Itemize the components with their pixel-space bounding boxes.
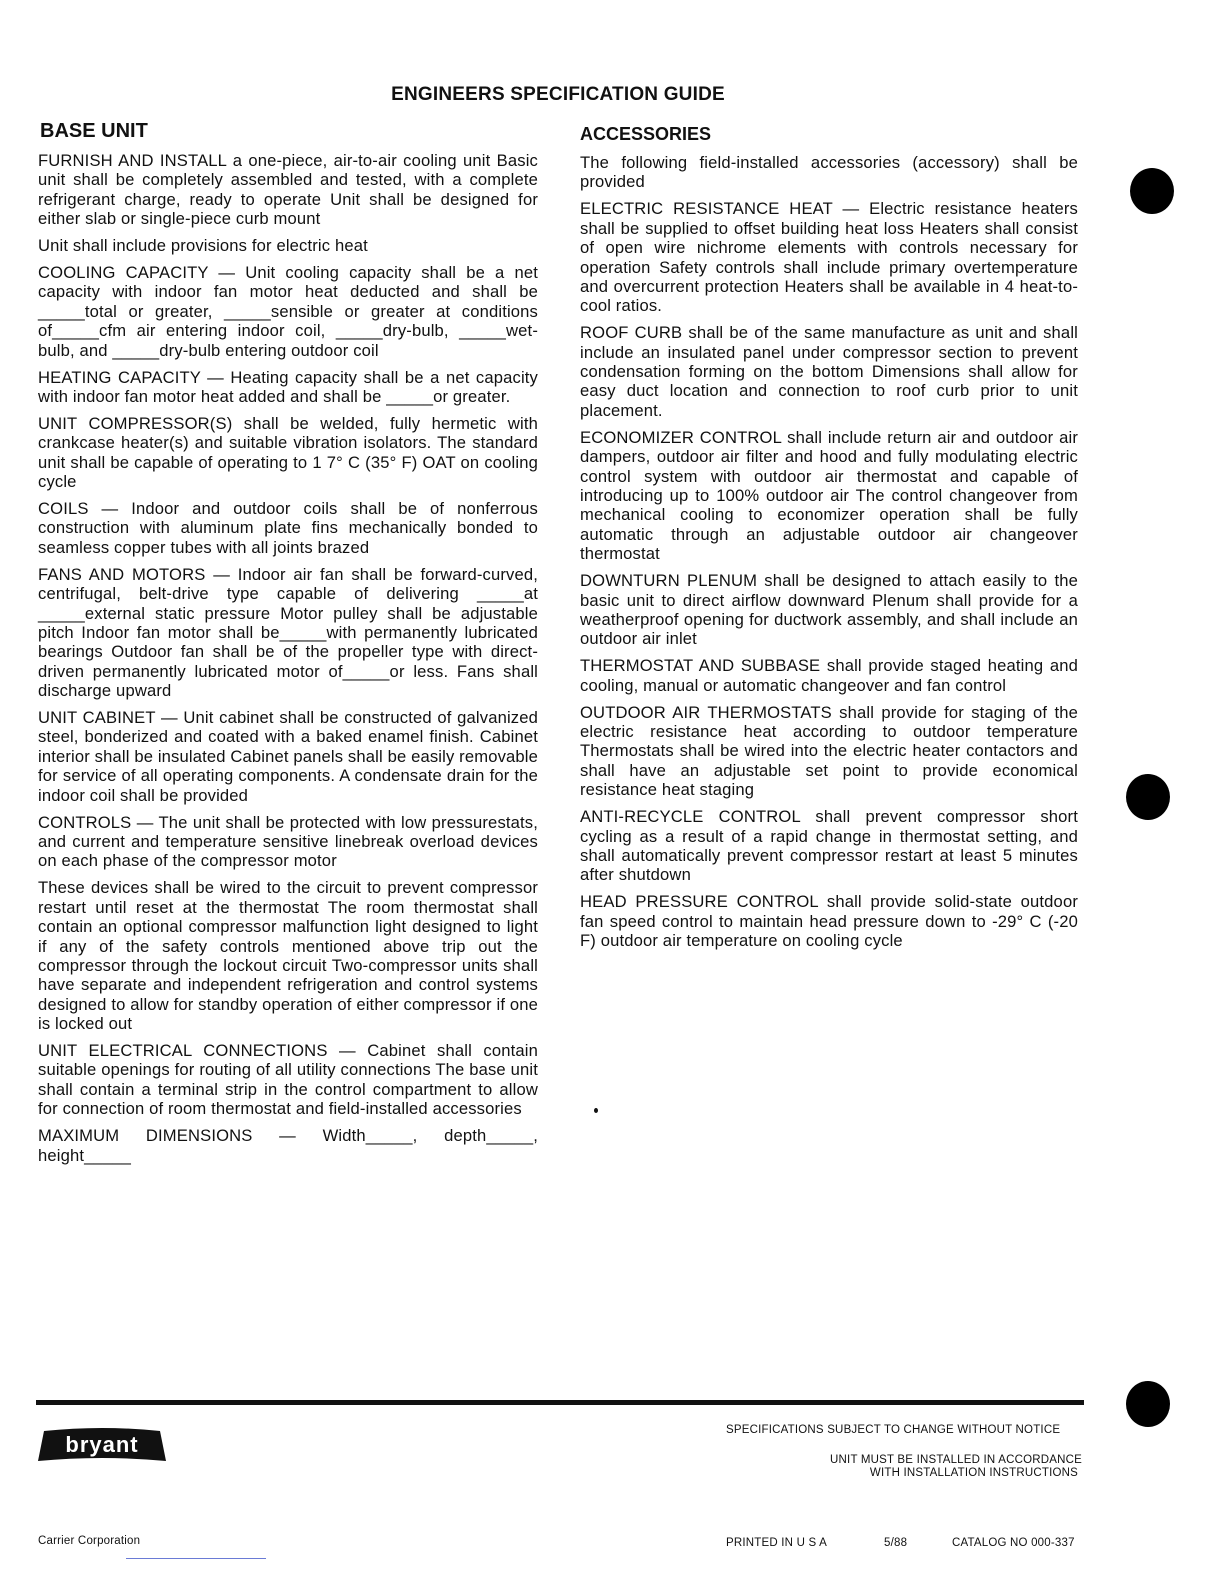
base-unit-paragraph: MAXIMUM DIMENSIONS — Width_____, depth_____, height_____ (38, 1126, 538, 1165)
punch-hole (1130, 168, 1174, 214)
base-unit-paragraph: COOLING CAPACITY — Unit cooling capacity shall be a net capacity with indoor fan motor heat deducted and shall be _____total or greater, _____sensible or greater at conditions of_____cfm air entering indoor coil, _____dry-bulb, _____wet-bulb, and _____dry-bulb entering outdoor coil (38, 263, 538, 360)
base-unit-column (38, 120, 538, 1173)
accessories-paragraphs (580, 153, 1078, 950)
accessory-paragraph: The following field-installed accessories (accessory) shall be provided (580, 153, 1078, 192)
print-date: 5/88 (884, 1537, 908, 1549)
accessory-paragraph: ANTI-RECYCLE CONTROL shall prevent compressor short cycling as a result of a rapid change in thermostat setting, and shall automatically prevent compressor restart at least 5 minutes after shutdown (580, 807, 1078, 885)
printed-in: PRINTED IN U S A (726, 1537, 827, 1549)
base-unit-paragraph: UNIT CABINET — Unit cabinet shall be constructed of galvanized steel, bonderized and coated with a baked enamel finish. Cabinet interior shall be insulated Cabinet panels shall be easily removable for service of all operating components. A condensate drain for the indoor coil shall be provided (38, 708, 538, 805)
catalog-number: CATALOG NO 000-337 (952, 1537, 1075, 1549)
base-unit-paragraph: HEATING CAPACITY — Heating capacity shall be a net capacity with indoor fan motor heat added and shall be _____or greater. (38, 367, 538, 406)
base-unit-paragraph: COILS — Indoor and outdoor coils shall be of nonferrous construction with aluminum plate fins mechanically bonded to seamless copper tubes with all joints brazed (38, 499, 538, 557)
footer-rule (36, 1400, 1084, 1405)
accessory-paragraph: ECONOMIZER CONTROL shall include return air and outdoor air dampers, outdoor air filter and hood and fully modulating electric control system with outdoor air thermostat and capable of introducing up to 100% outdoor air The control changeover from mechanical cooling to economizer operation shall be fully automatic through an adjustable outdoor air changeover thermostat (580, 427, 1078, 564)
base-unit-paragraph: FURNISH AND INSTALL a one-piece, air-to-air cooling unit Basic unit shall be completely assembled and tested, with a complete refrigerant charge, ready to operate Unit shall be designed for either slab or single-piece curb mount (38, 151, 538, 229)
accessory-paragraph: DOWNTURN PLENUM shall be designed to attach easily to the basic unit to direct airflow downward Plenum shall provide for a weatherproof opening for ductwork assembly, and shall include an outdoor air inlet (580, 571, 1078, 649)
base-unit-paragraphs (38, 151, 538, 1165)
punch-hole (1126, 1381, 1170, 1427)
notice-text: SPECIFICATIONS SUBJECT TO CHANGE WITHOUT NOTICE (726, 1424, 1061, 1436)
print-speck (594, 1108, 598, 1113)
accessory-paragraph: HEAD PRESSURE CONTROL shall provide solid-state outdoor fan speed control to maintain head pressure down to -29° C (-20 F) outdoor air temperature on cooling cycle (580, 892, 1078, 951)
accessory-paragraph: ROOF CURB shall be of the same manufacture as unit and shall include an insulated panel under compressor section to prevent condensation forming on the bottom Dimensions shall allow for easy duct location and connection to roof curb prior to unit placement. (580, 323, 1078, 420)
bryant-logo (38, 1427, 166, 1463)
base-unit-paragraph: CONTROLS — The unit shall be protected with low pressurestats, and current and temperature sensitive linebreak overload devices on each phase of the compressor motor (38, 812, 538, 871)
accessory-paragraph: ELECTRIC RESISTANCE HEAT — Electric resistance heaters shall be supplied to offset building heat loss Heaters shall consist of open wire nichrome elements with controls necessary for operation Safety controls shall include primary overtemperature and overcurrent protection Heaters shall be available in 4 heat-to-cool ratios. (580, 199, 1078, 316)
svg-text:bryant: bryant (65, 1432, 139, 1457)
install-notice-1: UNIT MUST BE INSTALLED IN ACCORDANCE (830, 1454, 1082, 1466)
install-notice-2: WITH INSTALLATION INSTRUCTIONS (869, 1467, 1078, 1479)
base-unit-paragraph: UNIT COMPRESSOR(S) shall be welded, fully hermetic with crankcase heater(s) and suitable vibration isolators. The standard unit shall be capable of operating to 1 7° C (35° F) OAT on cooling cycle (38, 413, 538, 492)
punch-hole (1126, 774, 1170, 820)
base-unit-paragraph: Unit shall include provisions for electric heat (38, 236, 368, 256)
page-title: ENGINEERS SPECIFICATION GUIDE (391, 84, 725, 105)
company-name: Carrier Corporation (38, 1535, 141, 1547)
underline-mark (126, 1558, 266, 1559)
base-unit-heading: BASE UNIT (40, 120, 148, 142)
accessories-heading: ACCESSORIES (580, 124, 712, 144)
accessory-paragraph: OUTDOOR AIR THERMOSTATS shall provide for staging of the electric resistance heat according to outdoor temperature Thermostats shall be wired into the electric heater contactors and shall have an adjustable set point to provide economical resistance heat staging (580, 702, 1078, 800)
accessories-column (580, 120, 1078, 958)
base-unit-paragraph: These devices shall be wired to the circuit to prevent compressor restart until reset at the thermostat The room thermostat shall contain an optional compressor malfunction light designed to light if any of the safety controls mentioned above trip out the compressor through the lockout circuit Two-compressor units shall have separate and independent refrigeration and control systems designed to allow for standby operation of either compressor if one is locked out (38, 878, 538, 1034)
base-unit-paragraph: FANS AND MOTORS — Indoor air fan shall be forward-curved, centrifugal, belt-drive type capable of delivering _____at _____external static pressure Motor pulley shall be adjustable pitch Indoor fan motor shall be_____with permanently lubricated bearings Outdoor fan shall be of the propeller type with direct-driven permanently lubricated motor of_____or less. Fans shall discharge upward (38, 564, 538, 701)
base-unit-paragraph: UNIT ELECTRICAL CONNECTIONS — Cabinet shall contain suitable openings for routing of all utility connections The base unit shall contain a terminal strip in the control compartment to allow for connection of room thermostat and field-installed accessories (38, 1041, 538, 1119)
accessory-paragraph: THERMOSTAT AND SUBBASE shall provide staged heating and cooling, manual or automatic changeover and fan control (580, 656, 1078, 695)
